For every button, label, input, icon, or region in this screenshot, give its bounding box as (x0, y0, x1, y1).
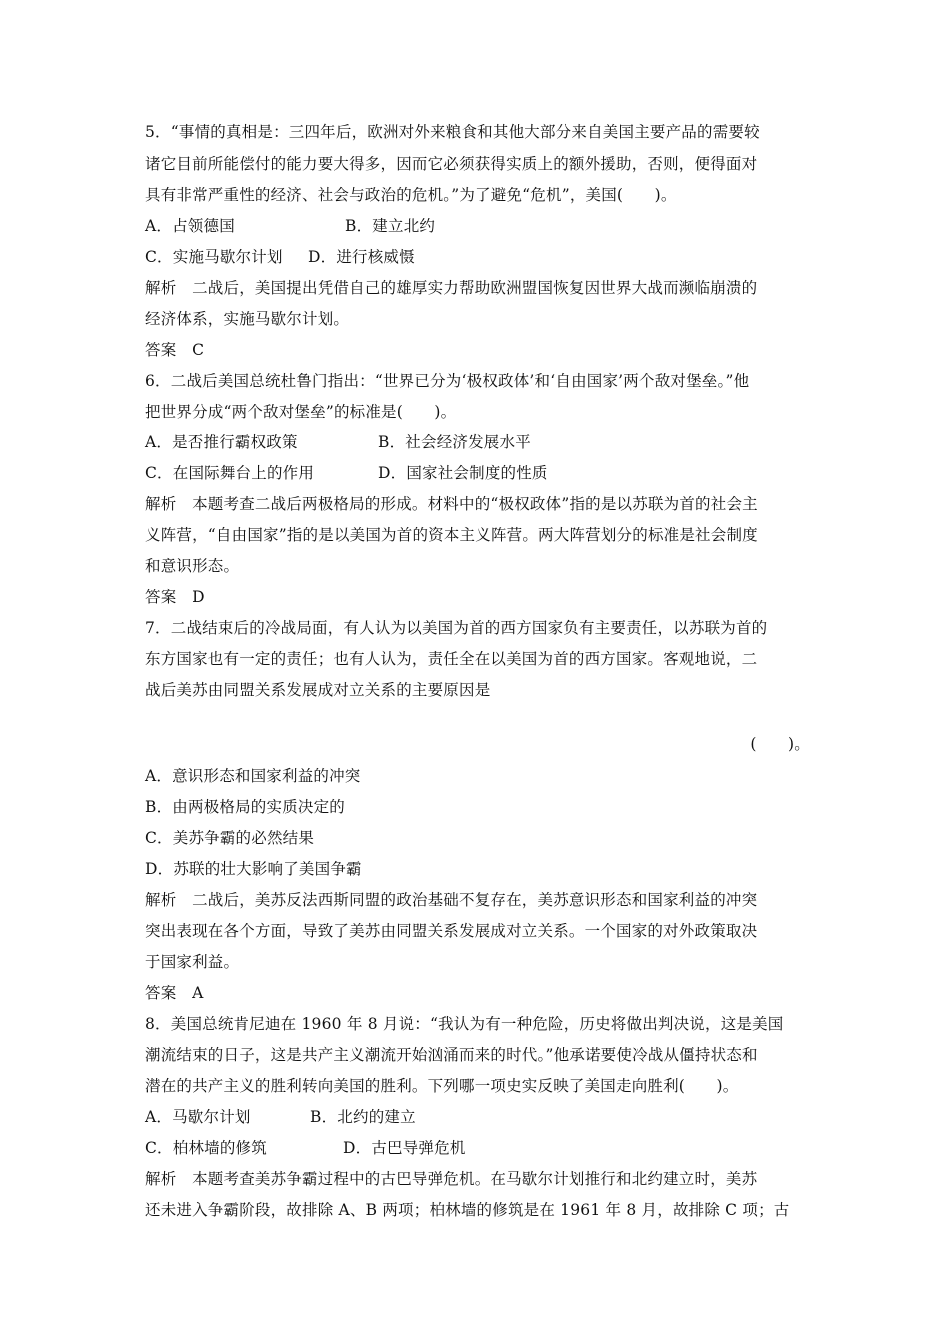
q6-option-c: C．在国际舞台上的作用 (145, 464, 315, 482)
q7-option-b: B．由两极格局的实质决定的 (145, 798, 345, 816)
q7-option-d: D．苏联的壮大影响了美国争霸 (145, 860, 362, 878)
q5-answer: 答案 C (145, 341, 205, 359)
q8-options-row-2 (145, 1137, 810, 1159)
q8-option-b: B．北约的建立 (310, 1108, 416, 1126)
q5-stem-line-3: 具有非常严重性的经济、社会与政治的危机。”为了避免“危机”，美国( )。 (145, 186, 677, 204)
q8-stem-line-3: 潜在的共产主义的胜利转向美国的胜利。下列哪一项史实反映了美国走向胜利( )。 (145, 1077, 739, 1095)
q5-option-d: D．进行核威慑 (308, 248, 415, 266)
q8-options-row-1 (145, 1106, 810, 1128)
q8-option-a: A．马歇尔计划 (145, 1108, 251, 1126)
q7-analysis-line-1: 解析 二战后，美苏反法西斯同盟的政治基础不复存在，美苏意识形态和国家利益的冲突 (145, 891, 758, 909)
q8-analysis-line-2: 还未进入争霸阶段，故排除 A、B 两项；柏林墙的修筑是在 1961 年 8 月，故排除 C 项；古 (145, 1201, 790, 1219)
q8-option-c: C．柏林墙的修筑 (145, 1139, 267, 1157)
q6-stem-line-2: 把世界分成“两个敌对堡垒”的标准是( )。 (145, 403, 457, 421)
q7-option-c: C．美苏争霸的必然结果 (145, 829, 315, 847)
q7-analysis-line-3: 于国家利益。 (145, 953, 240, 971)
q6-options-row-1 (145, 431, 810, 453)
q7-analysis-line-2: 突出表现在各个方面，导致了美苏由同盟关系发展成对立关系。一个国家的对外政策取决 (145, 922, 758, 940)
q6-analysis-line-1: 解析 本题考查二战后两极格局的形成。材料中的“极权政体”指的是以苏联为首的社会主 (145, 495, 758, 513)
q8-option-d: D．古巴导弹危机 (343, 1139, 466, 1157)
q7-answer-paren: ( )。 (750, 735, 810, 753)
q6-option-a: A．是否推行霸权政策 (145, 433, 298, 451)
q5-option-b: B．建立北约 (345, 217, 436, 235)
q6-stem-line-1: 6．二战后美国总统杜鲁门指出：“世界已分为‘极权政体’和‘自由国家’两个敌对堡垒。”他 (145, 372, 750, 390)
q6-answer: 答案 D (145, 588, 205, 606)
q6-analysis-line-2: 义阵营，“自由国家”指的是以美国为首的资本主义阵营。两大阵营划分的标准是社会制度 (145, 526, 758, 544)
q8-stem-line-1: 8．美国总统肯尼迪在 1960 年 8 月说：“我认为有一种危险，历史将做出判决说，这是美国 (145, 1015, 784, 1033)
q7-stem-line-3: 战后美苏由同盟关系发展成对立关系的主要原因是 (145, 681, 491, 699)
q5-option-c: C．实施马歇尔计划 (145, 248, 283, 266)
q8-analysis-line-1: 解析 本题考查美苏争霸过程中的古巴导弹危机。在马歇尔计划推行和北约建立时，美苏 (145, 1170, 758, 1188)
q8-stem-line-2: 潮流结束的日子，这是共产主义潮流开始汹涌而来的时代。”他承诺要使冷战从僵持状态和 (145, 1046, 758, 1064)
q5-stem-line-2: 诸它目前所能偿付的能力要大得多，因而它必须获得实质上的额外援助，否则，便得面对 (145, 155, 758, 173)
q5-options-row-2 (145, 246, 810, 268)
q6-options-row-2 (145, 462, 810, 484)
q5-options-row-1 (145, 215, 810, 237)
q7-stem-line-2: 东方国家也有一定的责任；也有人认为，责任全在以美国为首的西方国家。客观地说，二 (145, 650, 758, 668)
q7-answer: 答案 A (145, 984, 204, 1002)
q6-analysis-line-3: 和意识形态。 (145, 557, 240, 575)
q6-option-b: B．社会经济发展水平 (378, 433, 531, 451)
q6-option-d: D．国家社会制度的性质 (378, 464, 548, 482)
q7-option-a: A．意识形态和国家利益的冲突 (145, 767, 361, 785)
q5-analysis-line-1: 解析 二战后，美国提出凭借自己的雄厚实力帮助欧洲盟国恢复因世界大战而濒临崩溃的 (145, 279, 758, 297)
q5-option-a: A．占领德国 (145, 217, 235, 235)
q7-stem-line-1: 7．二战结束后的冷战局面，有人认为以美国为首的西方国家负有主要责任，以苏联为首的 (145, 619, 768, 637)
q5-stem-line-1: 5．“事情的真相是：三四年后，欧洲对外来粮食和其他大部分来自美国主要产品的需要较 (145, 123, 760, 141)
q5-analysis-line-2: 经济体系，实施马歇尔计划。 (145, 310, 350, 328)
